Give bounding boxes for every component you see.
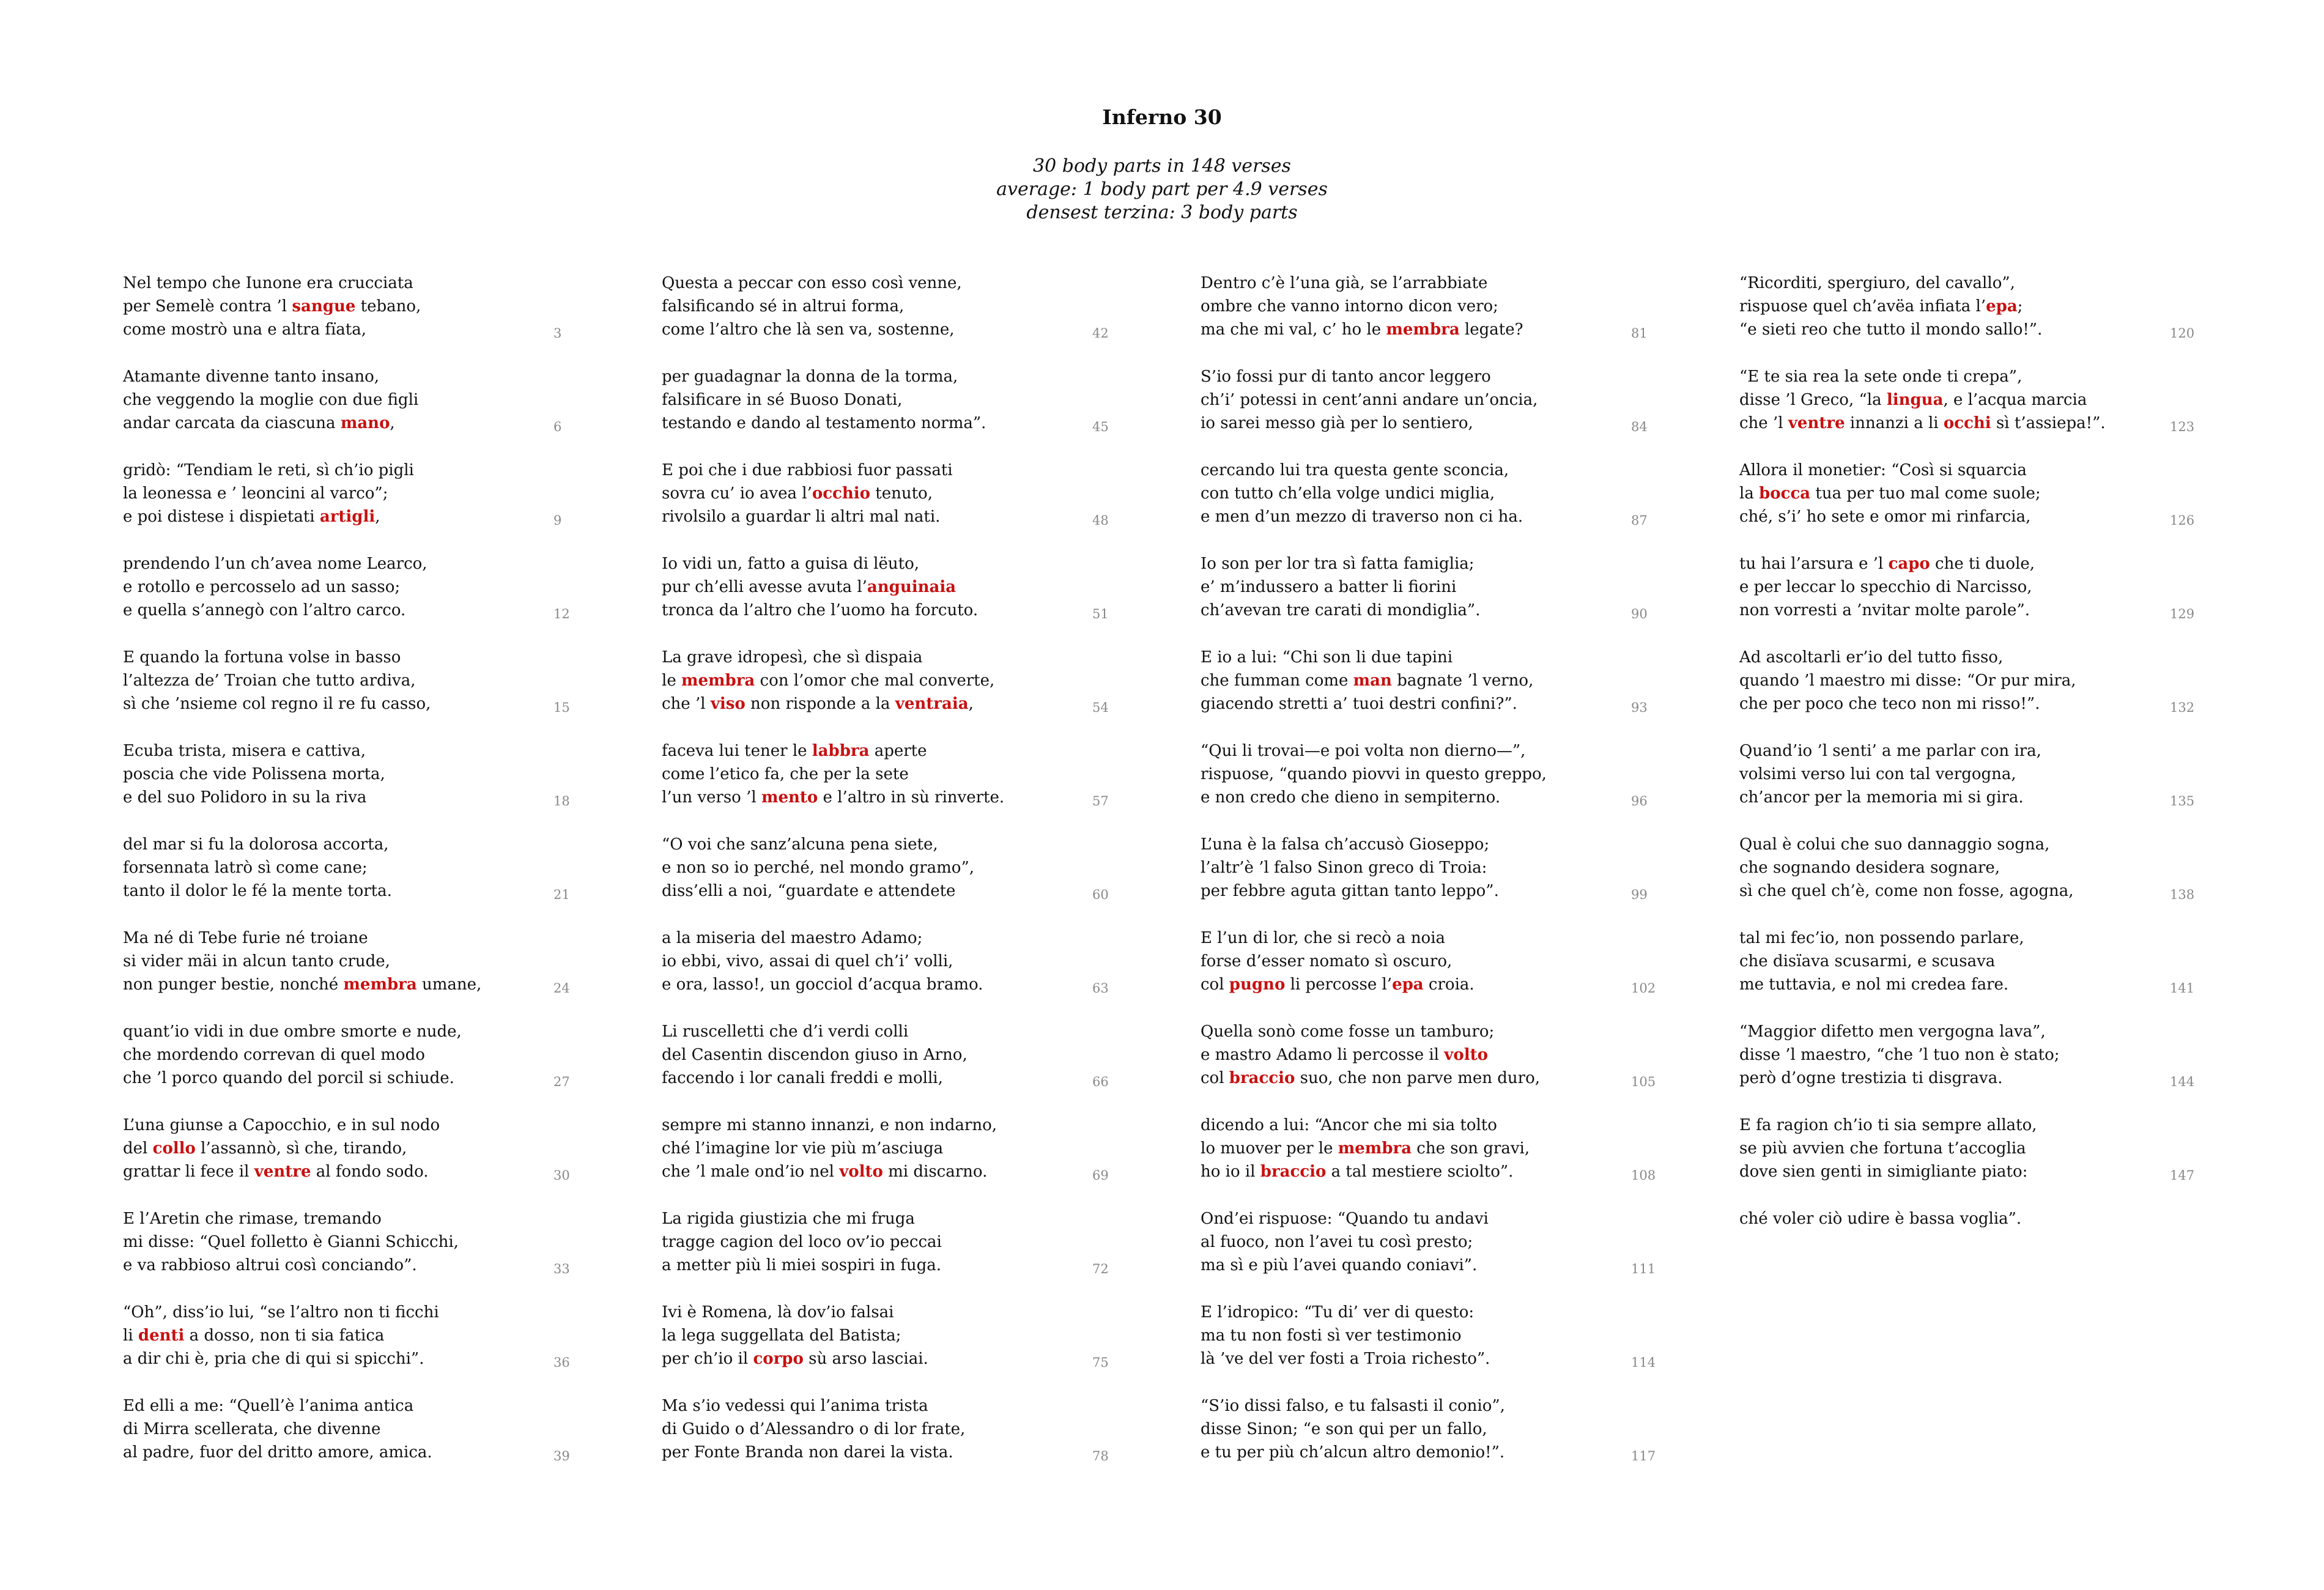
- verse-line: e poi distese i dispietati artigli,: [123, 508, 380, 526]
- terzina: [1739, 833, 2229, 926]
- verse-line: del collo l’assannò, sì che, tirando,: [123, 1139, 407, 1158]
- verse-line: rispuose quel ch’avëa infiata l’epa;: [1739, 297, 2023, 316]
- verse-number: 147: [2170, 1168, 2195, 1183]
- terzina: [1739, 365, 2229, 459]
- verse-line: del Casentin discendon giuso in Arno,: [662, 1046, 968, 1064]
- terzina: [1201, 739, 1690, 833]
- verse-line: Ond’ei rispuose: “Quando tu andavi: [1201, 1210, 1489, 1228]
- verse-line: per ch’io il corpo sù arso lasciai.: [662, 1350, 928, 1368]
- verse-line: che ’l ventre innanzi a li occhi sì t’assiepa!”.: [1739, 414, 2106, 432]
- terzina: [1739, 1207, 2229, 1301]
- verse-line: ch’ancor per la memoria mi si gira.: [1739, 788, 2024, 807]
- verse-number: 24: [553, 981, 570, 996]
- body-part-highlight: corpo: [753, 1350, 804, 1368]
- verse-line: che sognando desidera sognare,: [1739, 859, 2000, 877]
- verse-line: e va rabbioso altrui così conciando”.: [123, 1256, 417, 1274]
- terzina: [123, 459, 612, 552]
- verse-line: io ebbi, vivo, assai di quel ch’i’ volli,: [662, 952, 953, 971]
- verse-line: E l’un di lor, che si recò a noia: [1201, 929, 1446, 947]
- verse-number: 138: [2170, 887, 2195, 902]
- verse-line: ch’i’ potessi in cent’anni andare un’oncia,: [1201, 391, 1538, 409]
- verse-line: Ecuba trista, misera e cattiva,: [123, 742, 366, 760]
- terzina: [123, 1020, 612, 1114]
- terzina: [123, 833, 612, 926]
- verse-number: 81: [1631, 326, 1648, 341]
- terzina: [662, 646, 1151, 739]
- verse-number: 30: [553, 1168, 570, 1183]
- verse-line: col braccio suo, che non parve men duro,: [1201, 1069, 1541, 1087]
- verse-line: e mastro Adamo li percosse il volto: [1201, 1046, 1488, 1064]
- verse-line: e per leccar lo specchio di Narcisso,: [1739, 578, 2032, 596]
- verse-line: “S’io dissi falso, e tu falsasti il conio”,: [1201, 1397, 1505, 1415]
- verse-line: Quella sonò come fosse un tamburo;: [1201, 1022, 1495, 1041]
- verse-line: Dentro c’è l’una già, se l’arrabbiate: [1201, 274, 1488, 292]
- terzina: [1201, 1207, 1690, 1301]
- poem-column-3: [1201, 272, 1690, 1488]
- terzina: [1739, 552, 2229, 646]
- terzina: [123, 1114, 612, 1207]
- verse-line: che fumman come man bagnate ’l verno,: [1201, 671, 1534, 690]
- terzina: [662, 1301, 1151, 1394]
- body-part-highlight: capo: [1888, 555, 1930, 573]
- verse-line: forse d’esser nomato sì oscuro,: [1201, 952, 1452, 971]
- verse-line: ho io il braccio a tal mestiere sciolto”.: [1201, 1163, 1514, 1181]
- verse-number: 60: [1092, 887, 1109, 902]
- verse-line: E fa ragion ch’io ti sia sempre allato,: [1739, 1116, 2037, 1134]
- verse-line: e men d’un mezzo di traverso non ci ha.: [1201, 508, 1523, 526]
- verse-line: Nel tempo che Iunone era crucciata: [123, 274, 413, 292]
- stats-block: [0, 155, 2324, 224]
- verse-number: 3: [553, 326, 562, 341]
- terzina: [1739, 646, 2229, 739]
- verse-line: “Qui li trovai—e poi volta non dierno—”,: [1201, 742, 1526, 760]
- verse-line: e rotollo e percosselo ad un sasso;: [123, 578, 401, 596]
- verse-line: a metter più li miei sospiri in fuga.: [662, 1256, 941, 1274]
- verse-line: “Maggior difetto men vergogna lava”,: [1739, 1022, 2046, 1041]
- verse-line: del mar si fu la dolorosa accorta,: [123, 835, 389, 854]
- terzina: [123, 926, 612, 1020]
- verse-number: 132: [2170, 700, 2195, 715]
- verse-number: 117: [1631, 1449, 1656, 1463]
- body-part-highlight: occhio: [812, 484, 871, 503]
- verse-line: Atamante divenne tanto insano,: [123, 368, 380, 386]
- verse-line: che ’l viso non risponde a la ventraia,: [662, 695, 974, 713]
- verse-line: Allora il monetier: “Così si squarcia: [1739, 461, 2027, 479]
- verse-number: 108: [1631, 1168, 1656, 1183]
- verse-line: rispuose, “quando piovvi in questo greppo,: [1201, 765, 1547, 783]
- verse-number: 39: [553, 1449, 570, 1463]
- verse-line: giacendo stretti a’ tuoi destri confini?”.: [1201, 695, 1517, 713]
- verse-line: ch’avevan tre carati di mondiglia”.: [1201, 601, 1481, 619]
- verse-line: che disïava scusarmi, e scusava: [1739, 952, 1996, 971]
- verse-number: 45: [1092, 420, 1109, 434]
- verse-number: 51: [1092, 607, 1109, 621]
- verse-line: poscia che vide Polissena morta,: [123, 765, 385, 783]
- verse-number: 69: [1092, 1168, 1109, 1183]
- verse-line: volsimi verso lui con tal vergogna,: [1739, 765, 2016, 783]
- verse-line: E l’idropico: “Tu di’ ver di questo:: [1201, 1303, 1475, 1322]
- body-part-highlight: braccio: [1260, 1163, 1327, 1181]
- verse-number: 18: [553, 794, 570, 808]
- verse-line: E io a lui: “Chi son li due tapini: [1201, 648, 1453, 667]
- body-part-highlight: sangue: [292, 297, 356, 316]
- verse-line: “E te sia rea la sete onde ti crepa”,: [1739, 368, 2022, 386]
- verse-line: diss’elli a noi, “guardate e attendete: [662, 882, 956, 900]
- verse-line: falsificando sé in altrui forma,: [662, 297, 905, 316]
- verse-line: Ma né di Tebe furie né troiane: [123, 929, 368, 947]
- verse-number: 102: [1631, 981, 1656, 996]
- terzina: [1201, 833, 1690, 926]
- verse-line: tal mi fec’io, non possendo parlare,: [1739, 929, 2024, 947]
- stats-average: average: 1 body part per 4.9 verses: [996, 179, 1328, 200]
- verse-number: 21: [553, 887, 570, 902]
- verse-number: 111: [1631, 1262, 1656, 1276]
- verse-line: rivolsilo a guardar li altri mal nati.: [662, 508, 941, 526]
- verse-number: 48: [1092, 513, 1109, 528]
- verse-line: e’ m’indussero a batter li fiorini: [1201, 578, 1457, 596]
- verse-line: Questa a peccar con esso così venne,: [662, 274, 962, 292]
- poem-column-2: [662, 272, 1151, 1488]
- verse-line: e ora, lasso!, un gocciol d’acqua bramo.: [662, 975, 983, 994]
- body-part-highlight: bocca: [1759, 484, 1811, 503]
- verse-number: 135: [2170, 794, 2195, 808]
- verse-number: 144: [2170, 1074, 2195, 1089]
- verse-number: 66: [1092, 1074, 1109, 1089]
- verse-line: faccendo i lor canali freddi e molli,: [662, 1069, 943, 1087]
- verse-number: 36: [553, 1355, 570, 1370]
- terzina: [1201, 459, 1690, 552]
- verse-line: di Guido o d’Alessandro o di lor frate,: [662, 1420, 966, 1438]
- verse-line: “Ricorditi, spergiuro, del cavallo”,: [1739, 274, 2015, 292]
- body-part-highlight: ventre: [1788, 414, 1845, 432]
- verse-line: dicendo a lui: “Ancor che mi sia tolto: [1201, 1116, 1497, 1134]
- body-part-highlight: pugno: [1229, 975, 1286, 994]
- verse-line: prendendo l’un ch’avea nome Learco,: [123, 555, 427, 573]
- stats-densest: densest terzina: 3 body parts: [1026, 202, 1298, 223]
- verse-number: 123: [2170, 420, 2195, 434]
- body-part-highlight: epa: [1392, 975, 1424, 994]
- terzina: [123, 552, 612, 646]
- verse-line: Li ruscelletti che d’i verdi colli: [662, 1022, 909, 1041]
- verse-line: si vider mäi in alcun tanto crude,: [123, 952, 390, 971]
- verse-line: per guadagnar la donna de la torma,: [662, 368, 958, 386]
- verse-line: che mordendo correvan di quel modo: [123, 1046, 425, 1064]
- verse-line: le membra con l’omor che mal converte,: [662, 671, 995, 690]
- body-part-highlight: labbra: [812, 742, 870, 760]
- terzina: [1201, 1301, 1690, 1394]
- verse-line: Ed elli a me: “Quell’è l’anima antica: [123, 1397, 414, 1415]
- verse-line: L’una giunse a Capocchio, e in sul nodo: [123, 1116, 440, 1134]
- terzina: [1201, 1020, 1690, 1114]
- body-part-highlight: ventraia: [895, 695, 969, 713]
- terzina: [662, 1114, 1151, 1207]
- verse-line: li denti a dosso, non ti sia fatica: [123, 1326, 385, 1345]
- verse-line: L’una è la falsa ch’accusò Gioseppo;: [1201, 835, 1490, 854]
- terzina: [662, 1394, 1151, 1488]
- verse-line: disse ’l maestro, “che ’l tuo non è stato;: [1739, 1046, 2060, 1064]
- verse-line: tragge cagion del loco ov’io peccai: [662, 1233, 942, 1251]
- verse-number: 141: [2170, 981, 2195, 996]
- body-part-highlight: occhi: [1943, 414, 1991, 432]
- verse-line: sovra cu’ io avea l’occhio tenuto,: [662, 484, 933, 503]
- verse-line: Quand’io ’l senti’ a me parlar con ira,: [1739, 742, 2041, 760]
- verse-line: grattar li fece il ventre al fondo sodo.: [123, 1163, 429, 1181]
- verse-line: Qual è colui che suo dannaggio sogna,: [1739, 835, 2050, 854]
- verse-line: al padre, fuor del dritto amore, amica.: [123, 1443, 432, 1462]
- verse-line: ma sì e più l’avei quando coniavi”.: [1201, 1256, 1478, 1274]
- page-title: Inferno 30: [1102, 105, 1222, 129]
- verse-line: tanto il dolor le fé la mente torta.: [123, 882, 392, 900]
- terzina: [1201, 646, 1690, 739]
- verse-line: lo muover per le membra che son gravi,: [1201, 1139, 1530, 1158]
- terzina: [662, 272, 1151, 365]
- verse-number: 87: [1631, 513, 1648, 528]
- verse-number: 105: [1631, 1074, 1656, 1089]
- body-part-highlight: volto: [1444, 1046, 1488, 1064]
- poem-column-1: [123, 272, 612, 1488]
- body-part-highlight: mento: [761, 788, 818, 807]
- verse-line: Ad ascoltarli er’io del tutto fisso,: [1739, 648, 2004, 667]
- verse-line: io sarei messo già per lo sentiero,: [1201, 414, 1473, 432]
- verse-line: se più avvien che fortuna t’accoglia: [1739, 1139, 2026, 1158]
- verse-line: me tuttavia, e nol mi credea fare.: [1739, 975, 2009, 994]
- body-part-highlight: membra: [343, 975, 417, 994]
- verse-line: E quando la fortuna volse in basso: [123, 648, 401, 667]
- verse-line: ombre che vanno intorno dicon vero;: [1201, 297, 1498, 316]
- verse-number: 12: [553, 607, 570, 621]
- verse-line: ché voler ciò udire è bassa voglia”.: [1739, 1210, 2022, 1228]
- terzina: [1201, 926, 1690, 1020]
- verse-number: 72: [1092, 1262, 1109, 1276]
- terzina: [123, 1394, 612, 1488]
- terzina: [662, 739, 1151, 833]
- terzina: [1201, 1114, 1690, 1207]
- verse-line: Ivi è Romena, là dov’io falsai: [662, 1303, 894, 1322]
- verse-line: per Semelè contra ’l sangue tebano,: [123, 297, 421, 316]
- verse-number: 33: [553, 1262, 570, 1276]
- body-part-highlight: mano: [340, 414, 390, 432]
- verse-number: 9: [553, 513, 562, 528]
- terzina: [123, 1301, 612, 1394]
- terzina: [1739, 739, 2229, 833]
- terzina: [1201, 272, 1690, 365]
- stats-body-parts: 30 body parts in 148 verses: [1033, 155, 1291, 177]
- terzina: [1201, 365, 1690, 459]
- verse-line: non punger bestie, nonché membra umane,: [123, 975, 482, 994]
- body-part-highlight: ventre: [254, 1163, 311, 1181]
- verse-line: al fuoco, non l’avei tu così presto;: [1201, 1233, 1473, 1251]
- body-part-highlight: anguinaia: [867, 578, 957, 596]
- terzina: [662, 833, 1151, 926]
- verse-line: La rigida giustizia che mi fruga: [662, 1210, 915, 1228]
- verse-number: 120: [2170, 326, 2195, 341]
- body-part-highlight: membra: [1338, 1139, 1412, 1158]
- verse-line: per febbre aguta gittan tanto leppo”.: [1201, 882, 1499, 900]
- body-part-highlight: artigli: [319, 508, 376, 526]
- verse-line: tu hai l’arsura e ’l capo che ti duole,: [1739, 555, 2035, 573]
- verse-line: sempre mi stanno innanzi, e non indarno,: [662, 1116, 997, 1134]
- verse-line: ché l’imagine lor vie più m’asciuga: [662, 1139, 944, 1158]
- verse-line: sì che ’nsieme col regno il re fu casso,: [123, 695, 431, 713]
- verse-line: che veggendo la moglie con due figli: [123, 391, 419, 409]
- body-part-highlight: man: [1353, 671, 1392, 690]
- verse-line: l’altezza de’ Troian che tutto ardiva,: [123, 671, 416, 690]
- verse-line: la bocca tua per tuo mal come suole;: [1739, 484, 2041, 503]
- verse-line: che ’l porco quando del porcil si schiude.: [123, 1069, 454, 1087]
- body-part-highlight: lingua: [1886, 391, 1944, 409]
- poem-column-4: [1739, 272, 2229, 1301]
- verse-line: a dir chi è, pria che di qui si spicchi”.: [123, 1350, 424, 1368]
- verse-line: per Fonte Branda non darei la vista.: [662, 1443, 953, 1462]
- verse-line: la leonessa e ’ leoncini al varco”;: [123, 484, 388, 503]
- verse-line: a la miseria del maestro Adamo;: [662, 929, 923, 947]
- verse-number: 27: [553, 1074, 570, 1089]
- verse-line: ché, s’i’ ho sete e omor mi rinfarcia,: [1739, 508, 2031, 526]
- terzina: [1739, 1114, 2229, 1207]
- verse-line: E poi che i due rabbiosi fuor passati: [662, 461, 953, 479]
- verse-line: Ma s’io vedessi qui l’anima trista: [662, 1397, 928, 1415]
- verse-number: 84: [1631, 420, 1648, 434]
- verse-line: gridò: “Tendiam le reti, sì ch’io pigli: [123, 461, 414, 479]
- verse-line: con tutto ch’ella volge undici miglia,: [1201, 484, 1495, 503]
- verse-line: e non credo che dieno in sempiterno.: [1201, 788, 1501, 807]
- body-part-highlight: membra: [1386, 320, 1460, 339]
- verse-line: andar carcata da ciascuna mano,: [123, 414, 395, 432]
- verse-number: 93: [1631, 700, 1648, 715]
- verse-number: 57: [1092, 794, 1109, 808]
- verse-number: 75: [1092, 1355, 1109, 1370]
- verse-line: quant’io vidi in due ombre smorte e nude,: [123, 1022, 462, 1041]
- verse-line: come l’altro che là sen va, sostenne,: [662, 320, 955, 339]
- verse-line: che per poco che teco non mi risso!”.: [1739, 695, 2040, 713]
- verse-line: “e sieti reo che tutto il mondo sallo!”.: [1739, 320, 2043, 339]
- terzina: [123, 272, 612, 365]
- verse-line: La grave idropesì, che sì dispaia: [662, 648, 923, 667]
- terzina: [1739, 459, 2229, 552]
- body-part-highlight: volto: [839, 1163, 883, 1181]
- terzina: [662, 365, 1151, 459]
- verse-line: sì che quel ch’è, come non fosse, agogna,: [1739, 882, 2074, 900]
- verse-number: 42: [1092, 326, 1109, 341]
- verse-line: dove sien genti in simigliante piato:: [1739, 1163, 2028, 1181]
- verse-line: tronca da l’altro che l’uomo ha forcuto.: [662, 601, 979, 619]
- verse-number: 114: [1631, 1355, 1656, 1370]
- verse-line: Io vidi un, fatto a guisa di lëuto,: [662, 555, 919, 573]
- verse-number: 129: [2170, 607, 2195, 621]
- verse-line: testando e dando al testamento norma”.: [662, 414, 986, 432]
- verse-line: ma che mi val, c’ ho le membra legate?: [1201, 320, 1523, 339]
- verse-line: l’un verso ’l mento e l’altro in sù rinverte.: [662, 788, 1005, 807]
- terzina: [123, 365, 612, 459]
- verse-line: faceva lui tener le labbra aperte: [662, 742, 927, 760]
- terzina: [1201, 1394, 1690, 1488]
- terzina: [1739, 1020, 2229, 1114]
- verse-line: S’io fossi pur di tanto ancor leggero: [1201, 368, 1491, 386]
- terzina: [662, 1207, 1151, 1301]
- terzina: [662, 926, 1151, 1020]
- verse-line: Io son per lor tra sì fatta famiglia;: [1201, 555, 1475, 573]
- verse-number: 15: [553, 700, 570, 715]
- terzina: [662, 552, 1151, 646]
- verse-line: pur ch’elli avesse avuta l’anguinaia: [662, 578, 957, 596]
- verse-line: che ’l male ond’io nel volto mi discarno.: [662, 1163, 988, 1181]
- verse-line: disse Sinon; “e son qui per un fallo,: [1201, 1420, 1487, 1438]
- verse-line: “Oh”, diss’io lui, “se l’altro non ti ficchi: [123, 1303, 439, 1322]
- body-part-highlight: braccio: [1229, 1069, 1295, 1087]
- body-part-highlight: collo: [152, 1139, 196, 1158]
- body-part-highlight: viso: [710, 695, 746, 713]
- verse-line: non vorresti a ’nvitar molte parole”.: [1739, 601, 2030, 619]
- terzina: [123, 646, 612, 739]
- verse-line: quando ’l maestro mi disse: “Or pur mira,: [1739, 671, 2076, 690]
- verse-line: falsificare in sé Buoso Donati,: [662, 391, 903, 409]
- terzina: [662, 1020, 1151, 1114]
- verse-line: però d’ogne trestizia ti disgrava.: [1739, 1069, 2003, 1087]
- terzina: [123, 739, 612, 833]
- verse-line: disse ’l Greco, “la lingua, e l’acqua marcia: [1739, 391, 2087, 409]
- verse-line: col pugno li percosse l’epa croia.: [1201, 975, 1475, 994]
- verse-number: 6: [553, 420, 562, 434]
- terzina: [1739, 926, 2229, 1020]
- verse-line: di Mirra scellerata, che divenne: [123, 1420, 381, 1438]
- verse-line: e del suo Polidoro in su la riva: [123, 788, 367, 807]
- body-part-highlight: denti: [138, 1326, 185, 1345]
- verse-line: mi disse: “Quel folletto è Gianni Schicchi,: [123, 1233, 459, 1251]
- terzina: [1201, 552, 1690, 646]
- verse-number: 126: [2170, 513, 2195, 528]
- verse-line: l’altr’è ’l falso Sinon greco di Troia:: [1201, 859, 1487, 877]
- verse-line: E l’Aretin che rimase, tremando: [123, 1210, 382, 1228]
- verse-line: là ’ve del ver fosti a Troia richesto”.: [1201, 1350, 1490, 1368]
- verse-line: “O voi che sanz’alcuna pena siete,: [662, 835, 938, 854]
- verse-line: come l’etico fa, che per la sete: [662, 765, 909, 783]
- terzina: [123, 1207, 612, 1301]
- terzina: [1739, 272, 2229, 365]
- verse-line: la lega suggellata del Batista;: [662, 1326, 901, 1345]
- verse-line: ma tu non fosti sì ver testimonio: [1201, 1326, 1462, 1345]
- verse-line: forsennata latrò sì come cane;: [123, 859, 368, 877]
- verse-line: come mostrò una e altra fïata,: [123, 320, 366, 339]
- body-part-highlight: epa: [1986, 297, 2018, 316]
- verse-number: 78: [1092, 1449, 1109, 1463]
- verse-number: 90: [1631, 607, 1648, 621]
- terzina: [662, 459, 1151, 552]
- verse-line: e non so io perché, nel mondo gramo”,: [662, 859, 974, 877]
- verse-number: 96: [1631, 794, 1648, 808]
- verse-number: 99: [1631, 887, 1648, 902]
- body-part-highlight: membra: [681, 671, 755, 690]
- verse-line: cercando lui tra questa gente sconcia,: [1201, 461, 1509, 479]
- verse-number: 54: [1092, 700, 1109, 715]
- verse-line: e tu per più ch’alcun altro demonio!”.: [1201, 1443, 1505, 1462]
- verse-number: 63: [1092, 981, 1109, 996]
- verse-line: e quella s’annegò con l’altro carco.: [123, 601, 406, 619]
